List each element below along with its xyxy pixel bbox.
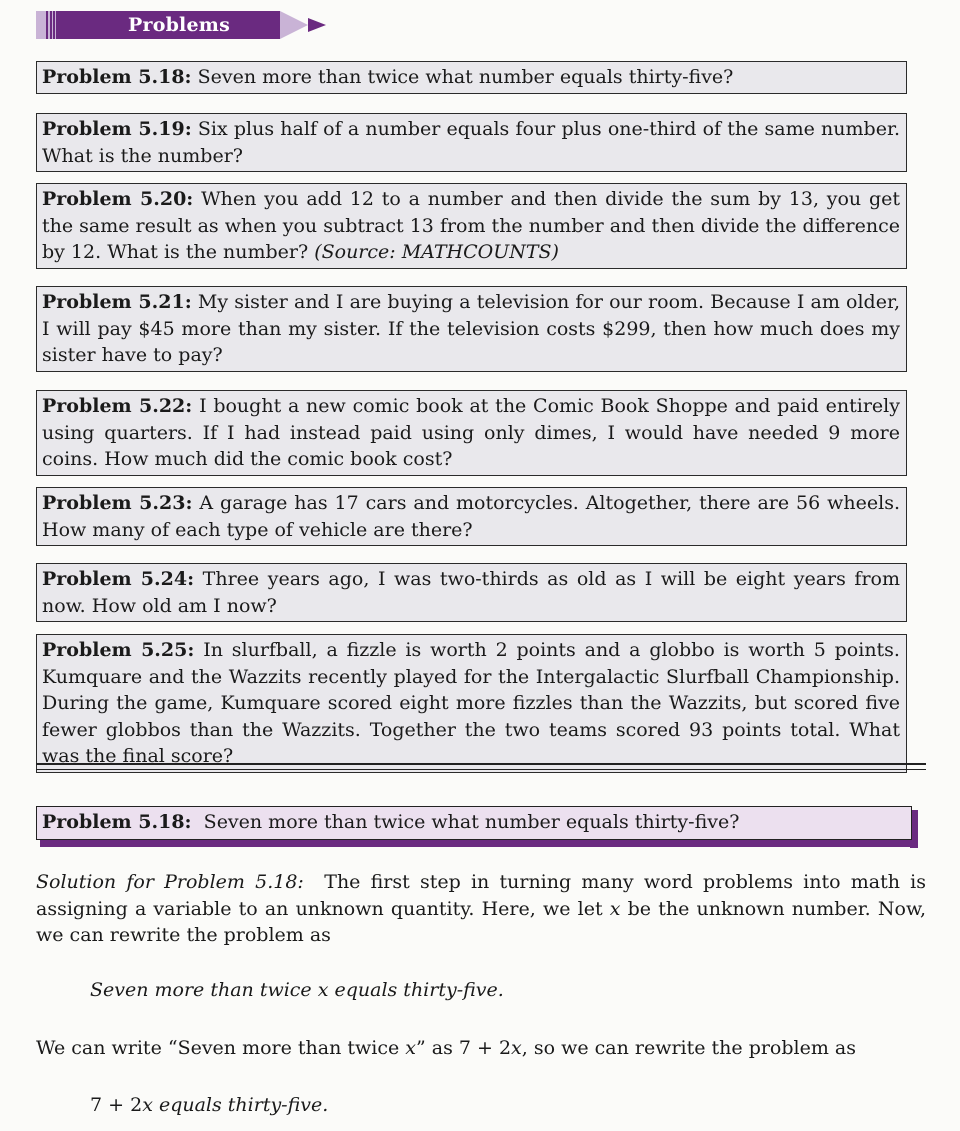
- solution-heading: Solution for Problem 5.18:: [36, 871, 304, 893]
- problem-text: My sister and I are buying a television for our room. Because I am older, I will pay $45 more than my sister. If the television costs $299, then how much does my sister have to pay?: [42, 291, 900, 366]
- featured-box-shadow: [40, 840, 918, 847]
- variable: x: [405, 1037, 416, 1059]
- section-divider: [36, 769, 926, 770]
- section-title: Problems: [128, 14, 230, 36]
- problem-box-5-19: [36, 113, 907, 172]
- problem-text: Three years ago, I was two-thirds as old as I will be eight years from now. How old am I now?: [42, 568, 900, 617]
- problem-label: Problem 5.18:: [42, 66, 192, 88]
- variable: x: [142, 1094, 153, 1116]
- problem-box-5-23: [36, 487, 907, 546]
- problem-label: Problem 5.23:: [42, 492, 193, 514]
- display-text: equals thirty-five.: [152, 1094, 329, 1116]
- pencil-tab-stripe: [46, 11, 48, 39]
- display-sentence-2: [90, 1094, 328, 1116]
- solution-paragraph-2: [36, 1035, 926, 1062]
- problem-label: Problem 5.22:: [42, 395, 193, 417]
- section-tab-problems: [36, 10, 330, 40]
- display-math: 7 + 2: [90, 1094, 143, 1116]
- problem-box-5-24: [36, 563, 907, 622]
- display-sentence-1: Seven more than twice x equals thirty-five.: [90, 979, 504, 1001]
- problem-text: Seven more than twice what number equals thirty-five?: [197, 66, 734, 88]
- pencil-tab-tip: [280, 11, 308, 39]
- featured-problem-text-line: [42, 809, 739, 835]
- solution-text: , so we can rewrite the problem as: [521, 1037, 856, 1059]
- variable: x: [511, 1037, 522, 1059]
- problem-text: In slurfball, a fizzle is worth 2 points and a globbo is worth 5 points. Kumquare and the Wazzits recently played for the Intergalactic Slurfball Championship. During the game, Kumquare scored eight more fizzles than the Wazzits, but scored five fewer globbos than the Wazzits. Together the two teams scored 93 points total. What was the final score?: [42, 639, 900, 767]
- solution-text: ” as 7 + 2: [416, 1037, 512, 1059]
- problem-box-5-22: [36, 390, 907, 476]
- problem-label: Problem 5.24:: [42, 568, 195, 590]
- solution-text: The first step in turning many word problems into math is assigning a variable to an unknown quantity. Here, we let: [36, 871, 927, 920]
- problem-label: Problem 5.19:: [42, 118, 192, 140]
- problem-box-5-20: [36, 183, 907, 269]
- problem-text: When you add 12 to a number and then divide the sum by 13, you get the same result as when you subtract 13 from the number and then divide the difference by 12. What is the number?: [42, 188, 901, 263]
- pencil-tab-stripe: [50, 11, 52, 39]
- solution-paragraph-1: [36, 869, 926, 949]
- solution-text: be the unknown number. Now, we can rewrite the problem as: [36, 897, 926, 946]
- problem-text: Six plus half of a number equals four plus one-third of the same number. What is the number?: [42, 118, 900, 167]
- problem-box-5-25: [36, 634, 907, 773]
- problem-label: Problem 5.20:: [42, 188, 194, 210]
- problem-label: Problem 5.21:: [42, 291, 192, 313]
- variable: x: [609, 897, 621, 920]
- featured-problem-box: [36, 806, 914, 842]
- featured-problem-label: Problem 5.18:: [42, 811, 192, 833]
- pencil-tab-point: [308, 18, 326, 32]
- problem-label: Problem 5.25:: [42, 639, 195, 661]
- pencil-tab-stripe: [53, 11, 55, 39]
- problem-text: I bought a new comic book at the Comic Book Shoppe and paid entirely using quarters. If I had instead paid using only dimes, I would have needed 9 more coins. How much did the comic book cost?: [42, 395, 900, 470]
- featured-problem-text: Seven more than twice what number equals thirty-five?: [203, 811, 740, 833]
- problem-box-5-21: [36, 286, 907, 372]
- problem-text: A garage has 17 cars and motorcycles. Altogether, there are 56 wheels. How many of each type of vehicle are there?: [42, 492, 900, 541]
- section-divider: [36, 763, 926, 765]
- solution-text: We can write “Seven more than twice: [36, 1037, 406, 1059]
- problem-source: (Source: MATHCOUNTS): [314, 241, 559, 263]
- problem-box-5-18: [36, 61, 907, 94]
